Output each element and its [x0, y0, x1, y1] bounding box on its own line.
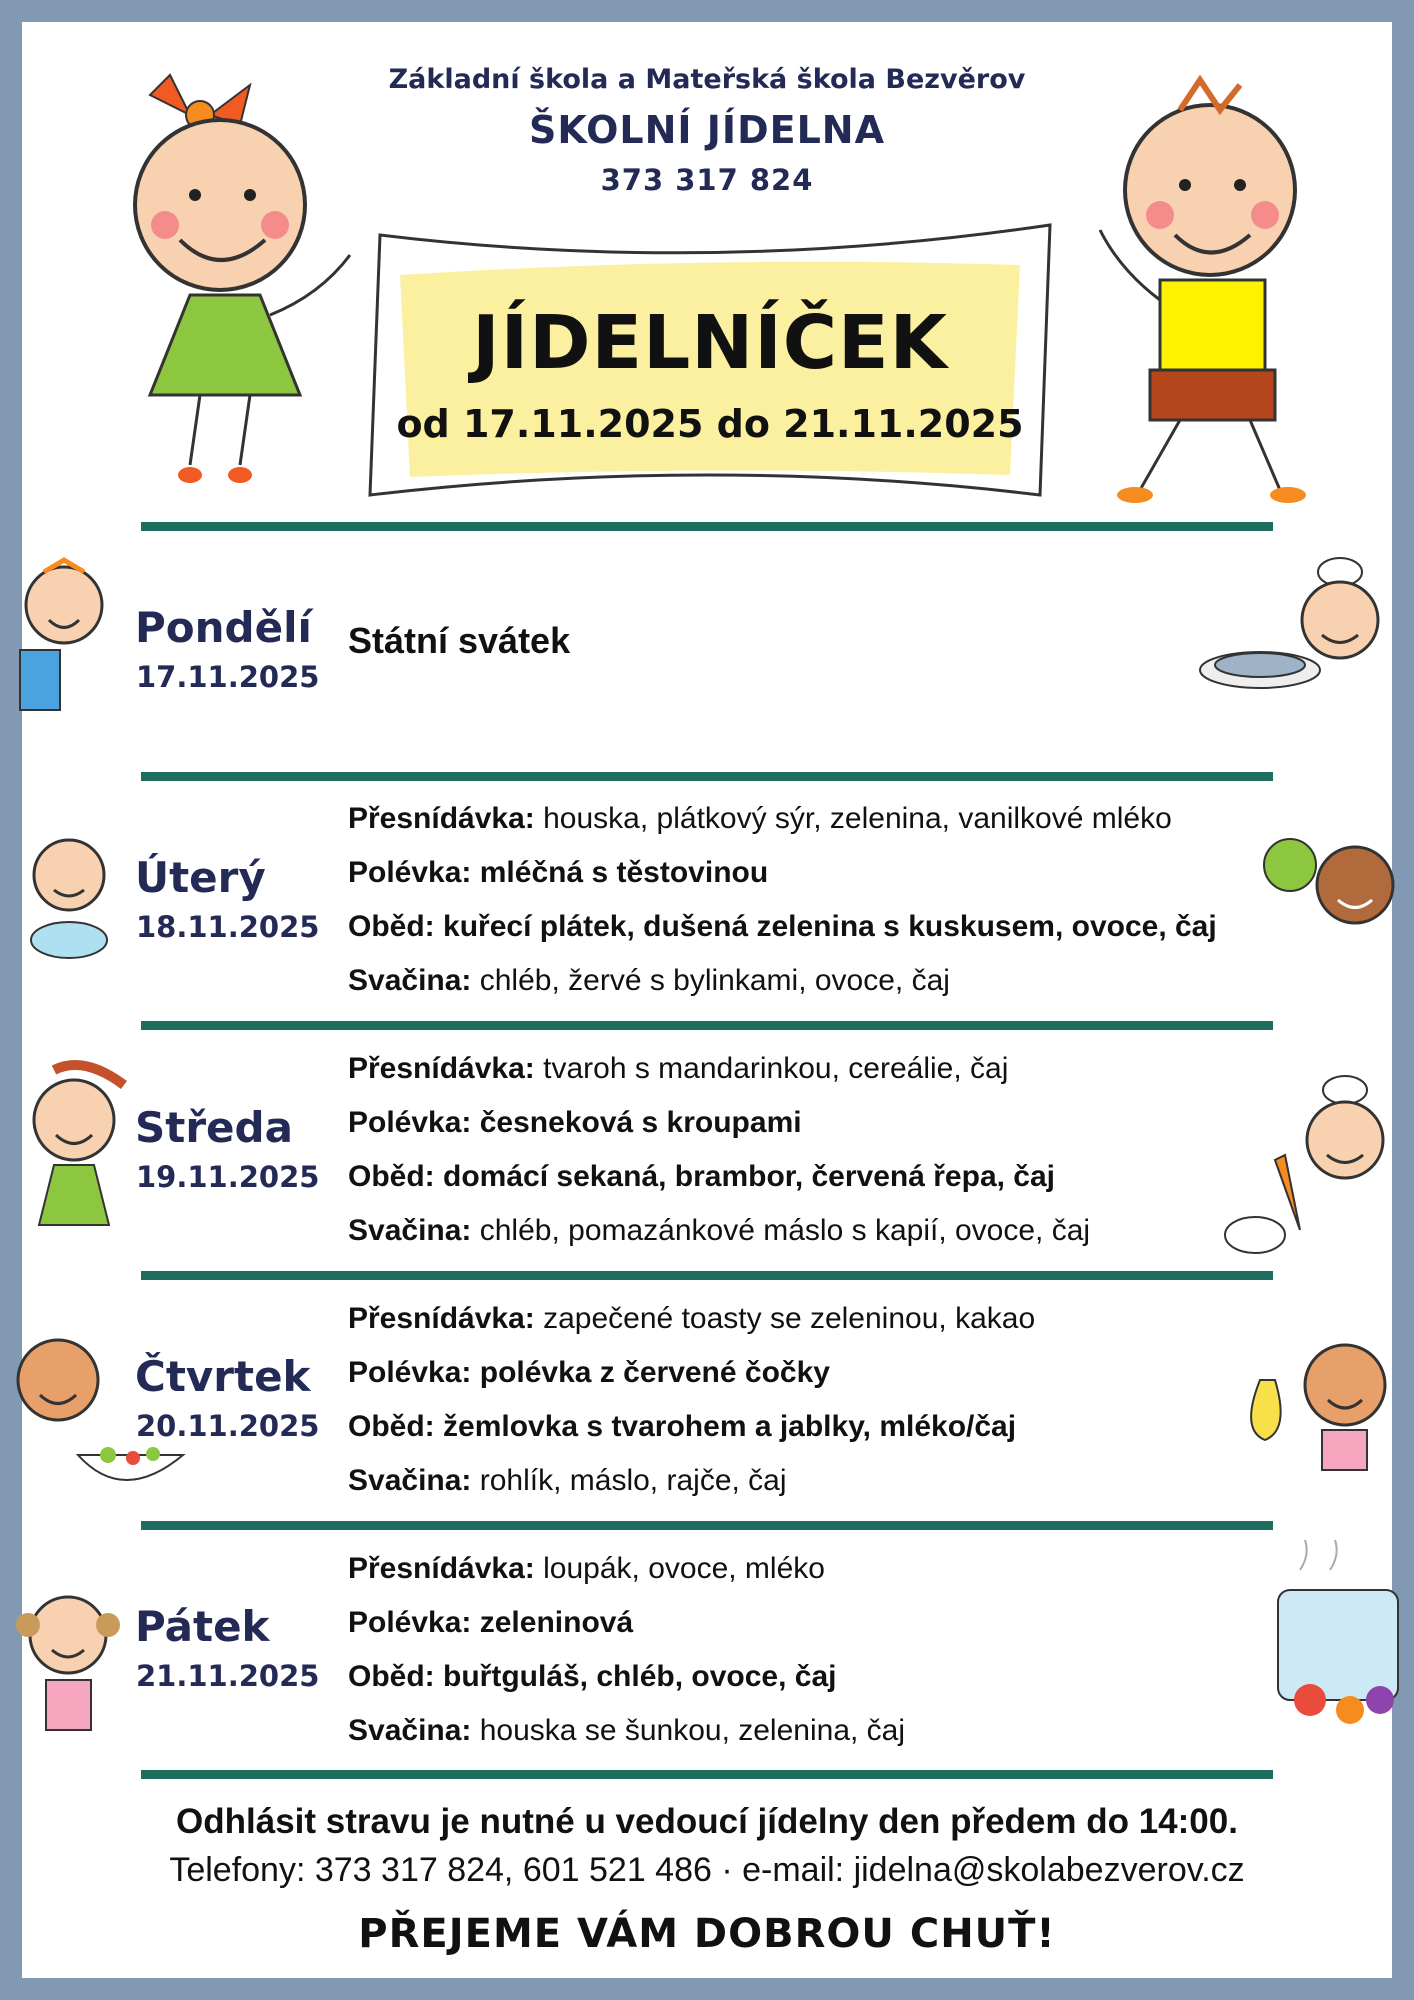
soup: česneková s kroupami [479, 1106, 802, 1139]
label-lunch: Oběd: [348, 1160, 435, 1193]
cooking-pot-illustration [1270, 1550, 1400, 1750]
soup: mléčná s těstovinou [479, 856, 769, 889]
kitchen-name: ŠKOLNÍ JÍDELNA [529, 108, 885, 152]
day-name: Pátek [135, 1602, 270, 1651]
day-name: Středa [135, 1103, 293, 1152]
kitchen-phone: 373 317 824 [600, 163, 814, 197]
day-menu [348, 1042, 1348, 1258]
soup: polévka z červené čočky [479, 1356, 830, 1389]
label-soup: Polévka: [348, 1606, 472, 1639]
day-menu [348, 792, 1348, 1008]
day-menu [348, 1542, 1348, 1758]
divider-rule [141, 1770, 1273, 1779]
cook-with-fish-illustration [1200, 550, 1400, 750]
label-snack-pm: Svačina: [348, 1714, 472, 1747]
label-snack-pm: Svačina: [348, 964, 472, 997]
divider-rule [141, 772, 1273, 781]
day-menu [348, 1292, 1348, 1508]
day-date: 20.11.2025 [136, 1409, 320, 1443]
label-soup: Polévka: [348, 1106, 472, 1139]
girl-holding-banner-illustration [90, 55, 370, 505]
closing-wish: PŘEJEME VÁM DOBROU CHUŤ! [358, 1911, 1056, 1957]
boy-holding-banner-illustration [1060, 70, 1340, 510]
label-snack-am: Přesnídávka: [348, 1052, 535, 1085]
girl-waving-illustration [14, 1060, 134, 1260]
divider-rule [141, 1021, 1273, 1030]
snack-pm: chléb, pomazánkové máslo s kapií, ovoce, čaj [479, 1214, 1091, 1247]
label-lunch: Oběd: [348, 1410, 435, 1443]
kid-waving-illustration [14, 560, 114, 750]
label-lunch: Oběd: [348, 910, 435, 943]
label-snack-am: Přesnídávka: [348, 802, 535, 835]
snack-pm: chléb, žervé s bylinkami, ovoce, čaj [479, 964, 950, 997]
kid-with-broccoli-illustration [1250, 835, 1400, 995]
day-name: Úterý [135, 853, 266, 902]
snack-am: tvaroh s mandarinkou, cereálie, čaj [543, 1052, 1009, 1085]
snack-am: loupák, ovoce, mléko [543, 1552, 825, 1585]
label-lunch: Oběd: [348, 1660, 435, 1693]
girl-with-pear-illustration [1240, 1320, 1400, 1510]
divider-rule [141, 1271, 1273, 1280]
kid-with-bowl-illustration [14, 830, 134, 980]
label-snack-pm: Svačina: [348, 1464, 472, 1497]
cancellation-notice: Odhlásit stravu je nutné u vedoucí jídelny den předem do 14:00. [176, 1802, 1238, 1841]
day-date: 17.11.2025 [136, 660, 320, 694]
day-date: 18.11.2025 [136, 910, 320, 944]
school-name: Základní škola a Mateřská škola Bezvěrov [388, 64, 1026, 95]
contact-info: Telefony: 373 317 824, 601 521 486 · e-mail: jidelna@skolabezverov.cz [169, 1851, 1245, 1889]
label-snack-pm: Svačina: [348, 1214, 472, 1247]
day-date: 21.11.2025 [136, 1659, 320, 1693]
menu-period: od 17.11.2025 do 21.11.2025 [396, 402, 1024, 446]
girl-waving-2-illustration [8, 1580, 138, 1760]
lunch: buřtguláš, chléb, ovoce, čaj [443, 1660, 837, 1693]
lunch: žemlovka s tvarohem a jablky, mléko/čaj [443, 1410, 1017, 1443]
day-name: Pondělí [135, 603, 312, 652]
divider-rule [141, 522, 1273, 531]
divider-rule [141, 1521, 1273, 1530]
label-soup: Polévka: [348, 1356, 472, 1389]
menu-title: JÍDELNÍČEK [472, 300, 948, 386]
snack-pm: houska se šunkou, zelenina, čaj [479, 1714, 906, 1747]
day-name: Čtvrtek [135, 1352, 311, 1401]
cook-with-carrot-illustration [1205, 1070, 1395, 1270]
snack-am: zapečené toasty se zeleninou, kakao [543, 1302, 1036, 1335]
day-date: 19.11.2025 [136, 1160, 320, 1194]
holiday-note: Státní svátek [348, 620, 571, 661]
lunch: domácí sekaná, brambor, červená řepa, čaj [443, 1160, 1055, 1193]
kid-with-salad-illustration [8, 1330, 188, 1500]
lunch: kuřecí plátek, dušená zelenina s kuskusem, ovoce, čaj [443, 910, 1217, 943]
snack-am: houska, plátkový sýr, zelenina, vanilkové mléko [543, 802, 1172, 835]
label-snack-am: Přesnídávka: [348, 1302, 535, 1335]
snack-pm: rohlík, máslo, rajče, čaj [479, 1464, 787, 1497]
soup: zeleninová [479, 1606, 634, 1639]
label-soup: Polévka: [348, 856, 472, 889]
label-snack-am: Přesnídávka: [348, 1552, 535, 1585]
